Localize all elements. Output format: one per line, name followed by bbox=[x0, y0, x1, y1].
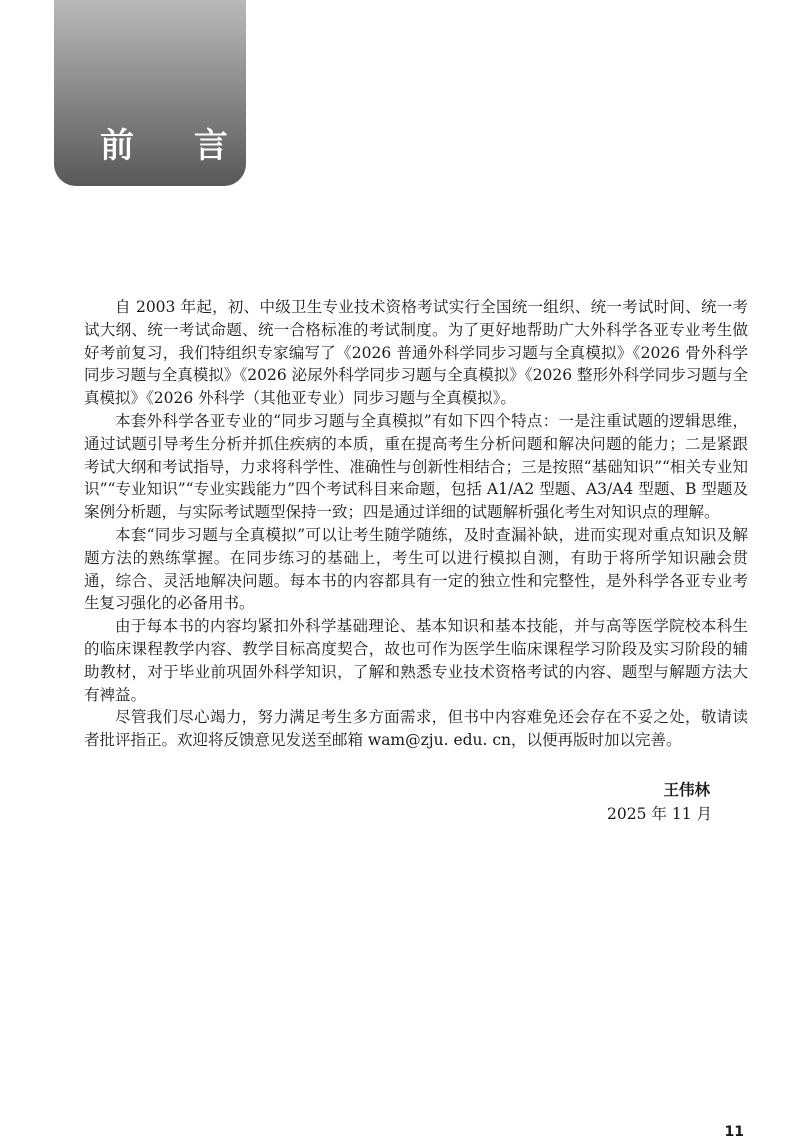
paragraph: 自 2003 年起，初、中级卫生专业技术资格考试实行全国统一组织、统一考试时间、统一考试大纲、统一考试命题、统一合格标准的考试制度。为了更好地帮助广大外科学各亚专业考生做好考前复习，我们特组织专家编写了《2026 普通外科学同步习题与全真模拟》《2026 骨外科学同步习题与全真模拟》《2026 泌尿外科学同步习题与全真模拟》《2026 整形外科学同步习题与全真模拟》《2026 外科学（其他亚专业）同步习题与全真模拟》。 bbox=[84, 298, 748, 408]
paragraph: 本套“同步习题与全真模拟”可以让考生随学随练，及时查漏补缺，进而实现对重点知识及解题方法的熟练掌握。在同步练习的基础上，考生可以进行模拟自测，有助于将所学知识融会贯通，综合、灵活地解决问题。每本书的内容都具有一定的独立性和完整性，是外科学各亚专业考生复习强化的必备用书。 bbox=[84, 525, 748, 613]
preface-body bbox=[84, 296, 748, 752]
paragraph: 由于每本书的内容均紧扣外科学基础理论、基本知识和基本技能，并与高等医学院校本科生的临床课程教学内容、教学目标高度契合，故也可作为医学生临床课程学习阶段及实习阶段的辅助教材，对于毕业前巩固外科学知识，了解和熟悉专业技术资格考试的内容、题型与解题方法大有裨益。 bbox=[84, 617, 748, 704]
signature-block bbox=[607, 778, 712, 826]
page-title: 前 言 bbox=[100, 126, 252, 166]
paragraph: 本套外科学各亚专业的“同步习题与全真模拟”有如下四个特点：一是注重试题的逻辑思维，通过试题引导考生分析并抓住疾病的本质，重在提高考生分析问题和解决问题的能力；二是紧跟考试大纲和考试指导，力求将科学性、准确性与创新性相结合；三是按照“基础知识”“相关专业知识”“专业知识”“专业实践能力”四个考试科目来命题，包括 A1/A2 型题、A3/A4 型题、B 型题及案例分析题，与实际考试题型保持一致；四是通过详细的试题解析强化考生对知识点的理解。 bbox=[84, 411, 748, 522]
page-number: 11 bbox=[724, 1124, 744, 1140]
author-name: 王伟林 bbox=[663, 781, 710, 799]
paragraph: 尽管我们尽心竭力，努力满足考生多方面需求，但书中内容难免还会存在不妥之处，敬请读者批评指正。欢迎将反馈意见发送至邮箱 wam@zju. edu. cn，以便再版时加以完善。 bbox=[84, 708, 748, 750]
signature-date: 2025 年 11 月 bbox=[607, 805, 712, 823]
